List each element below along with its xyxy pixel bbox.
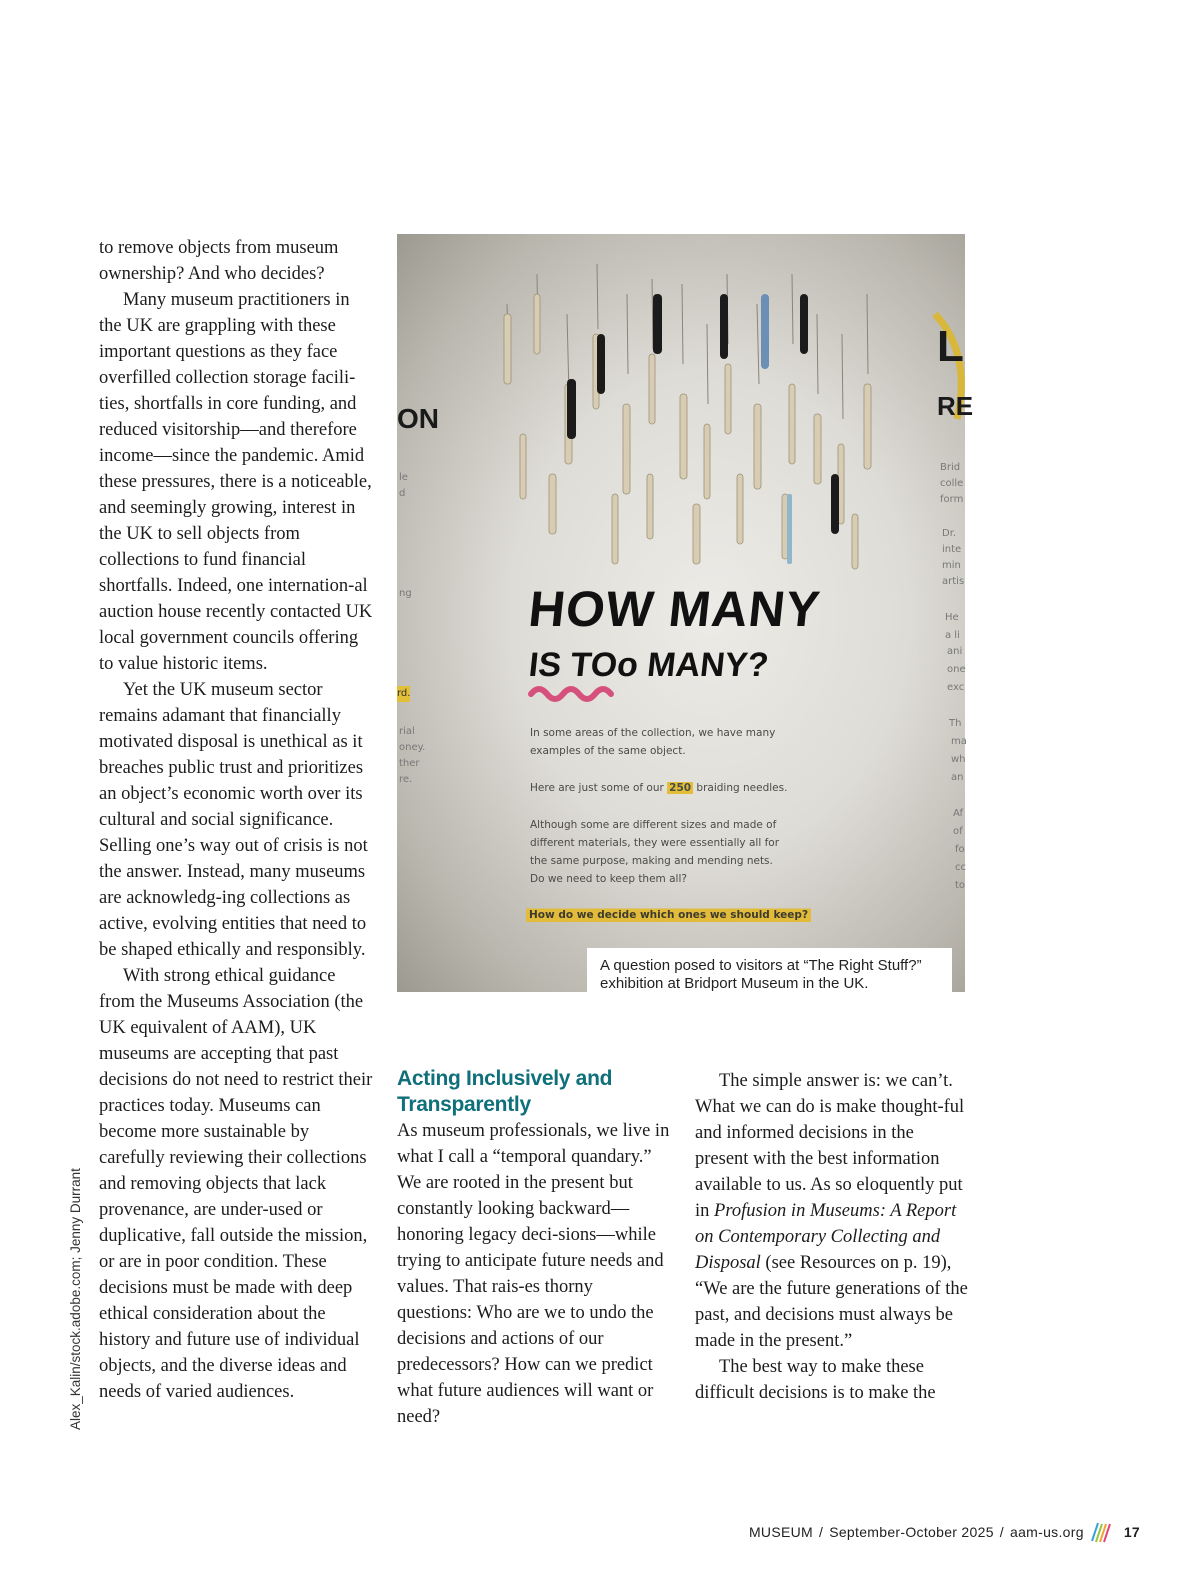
photo-caption: A question posed to visitors at “The Right Stuff?” exhibition at Bridport Museum in the UK. [587,948,952,1001]
wall-text-fragment: Brid [940,462,961,473]
wall-text-fragment: rial [399,726,415,737]
paragraph: The best way to make these difficult decisions is to make the [695,1357,936,1403]
wall-text-fragment: an [951,772,964,783]
footer-separator: / [999,1524,1004,1540]
wall-text-fragment: re. [399,774,413,785]
paragraph: As museum professionals, we live in what I call a “temporal quandary.” We are rooted in the present but constantly looking backward—honoring legacy deci-sions—while trying to anticipate future needs and values. That rais-es thorny questions: Who are we to undo the decisions and actions of our predecessors? How can we predict what future audiences will want or need? [397,1121,670,1427]
photo-credit: Alex_Kalin/stock.adobe.com; Jenny Durrant [68,1168,83,1430]
wall-text-fragment: of [953,826,963,837]
paragraph: Yet the UK museum sector remains adamant that financially motivated disposal is unethical as it breaches public trust and prioritizes an object’s economic worth over its cultural and social significance. Selling one’s way out of crisis is not the answer. Instead, many museums are acknowledg-ing collections as active, evolving entities that need to be shaped ethically and responsibly. [99,680,368,960]
paragraph: With strong ethical guidance from the Museums Association (the UK equivalent of AAM), UK museums are accepting that past decisions do not need to restrict their practices today. Museums can become more sustainable by carefully reviewing their collections and removing objects that lack provenance, are under-used or duplicative, fall outside the mission, or are in poor condition. These decisions must be made with deep ethical consideration about the history and future use of individual objects, and the diverse ideas and needs of varied audiences. [99,966,373,1402]
exhibit-text: Although some are different sizes and made of different materials, they were essentially all for the same purpose, making and mending nets. Do we need to keep them all? [530,819,780,885]
article-column-3 [695,1068,970,1406]
wall-text-fragment: oney. [399,742,426,753]
exhibit-text [530,779,800,797]
paragraph [695,1068,970,1354]
issue-date: September-October 2025 [829,1524,994,1540]
report-title: Profusion in Museums: A Report on Contemporary Collecting and Disposal [695,1201,957,1273]
paragraph: to remove objects from museum ownership? And who decides? [99,238,339,284]
wall-text-fragment: d [399,488,406,499]
wall-text-fragment: ther [399,758,420,769]
needle-count-highlight: 250 [669,782,692,794]
page-number: 17 [1123,1524,1140,1540]
publication-name: MUSEUM [748,1524,813,1540]
section-heading-line: Transparently [397,1093,531,1116]
article-column-2 [397,1066,672,1430]
wall-text-fragment: Th [949,718,962,729]
page-footer [749,1521,1140,1543]
section-heading [397,1066,672,1118]
wall-text-fragment: artis [942,576,965,587]
section-heading-line: Acting Inclusively and [397,1067,613,1090]
wall-text-fragment: ma [951,736,967,747]
paragraph-part: (see Resources on p. 19), “We are the future generations of the past, and decisions must always be made in the present.” [695,1253,968,1351]
wall-text-fragment: wh [951,754,966,765]
wall-text-fragment: to [955,880,966,891]
wall-text-fragment: RE [937,391,974,421]
wall-text-fragment: one [947,664,966,675]
wall-text-fragment: ON [397,403,439,434]
site-url: aam-us.org [1010,1524,1084,1540]
exhibit-title: HOW MANY [526,581,824,637]
wall-text-fragment: ng [399,588,412,599]
wall-text-fragment: ani [947,646,963,657]
wall-text-fragment: rd. [397,686,410,702]
wall-text-fragment: a li [945,630,960,641]
wall-text-fragment: inte [942,544,962,555]
exhibit-text-part: Here are just some of our [530,782,668,794]
wall-text-fragment: form [940,494,964,505]
wall-text-fragment: He [945,612,959,623]
wall-text-fragment: cc [955,862,966,873]
wall-text-fragment: Af [953,808,964,819]
wall-text-fragment: fo [955,844,965,855]
wall-text-fragment: min [942,560,961,571]
exhibit-text-part: braiding needles. [693,782,788,794]
article-column-1 [99,235,374,1405]
paragraph-part: The simple answer is: we can’t. What we can do is make thought-ful and informed decisions in the present with the best information available to us. As so eloquently put in [695,1071,965,1221]
aam-logo-icon [1090,1521,1112,1543]
wall-text-fragment: exc [947,682,965,693]
wall-text-fragment: colle [940,478,964,489]
paragraph: Many museum practitioners in the UK are grappling with these important questions as they face overfilled collection storage facili-ties, shortfalls in core funding, and reduced visitorship—and therefore income—since the pandemic. Amid these pressures, there is a noticeable, and seemingly growing, interest in the UK to sell objects from collections to fund financial shortfalls. Indeed, one internation-al auction house recently contacted UK local government councils offering to value historic items. [99,290,373,674]
wall-text-fragment: Dr. [942,528,957,539]
exhibit-photo [397,234,974,992]
exhibit-question: How do we decide which ones we should keep? [526,906,811,924]
footer-separator: / [819,1524,824,1540]
exhibit-subtitle: IS TOo MANY? [527,646,771,684]
wall-text-fragment: L [937,322,964,371]
squiggle-decoration [531,689,611,699]
wall-text-fragment: le [399,472,408,483]
exhibit-text: In some areas of the collection, we have many examples of the same object. [530,727,776,757]
